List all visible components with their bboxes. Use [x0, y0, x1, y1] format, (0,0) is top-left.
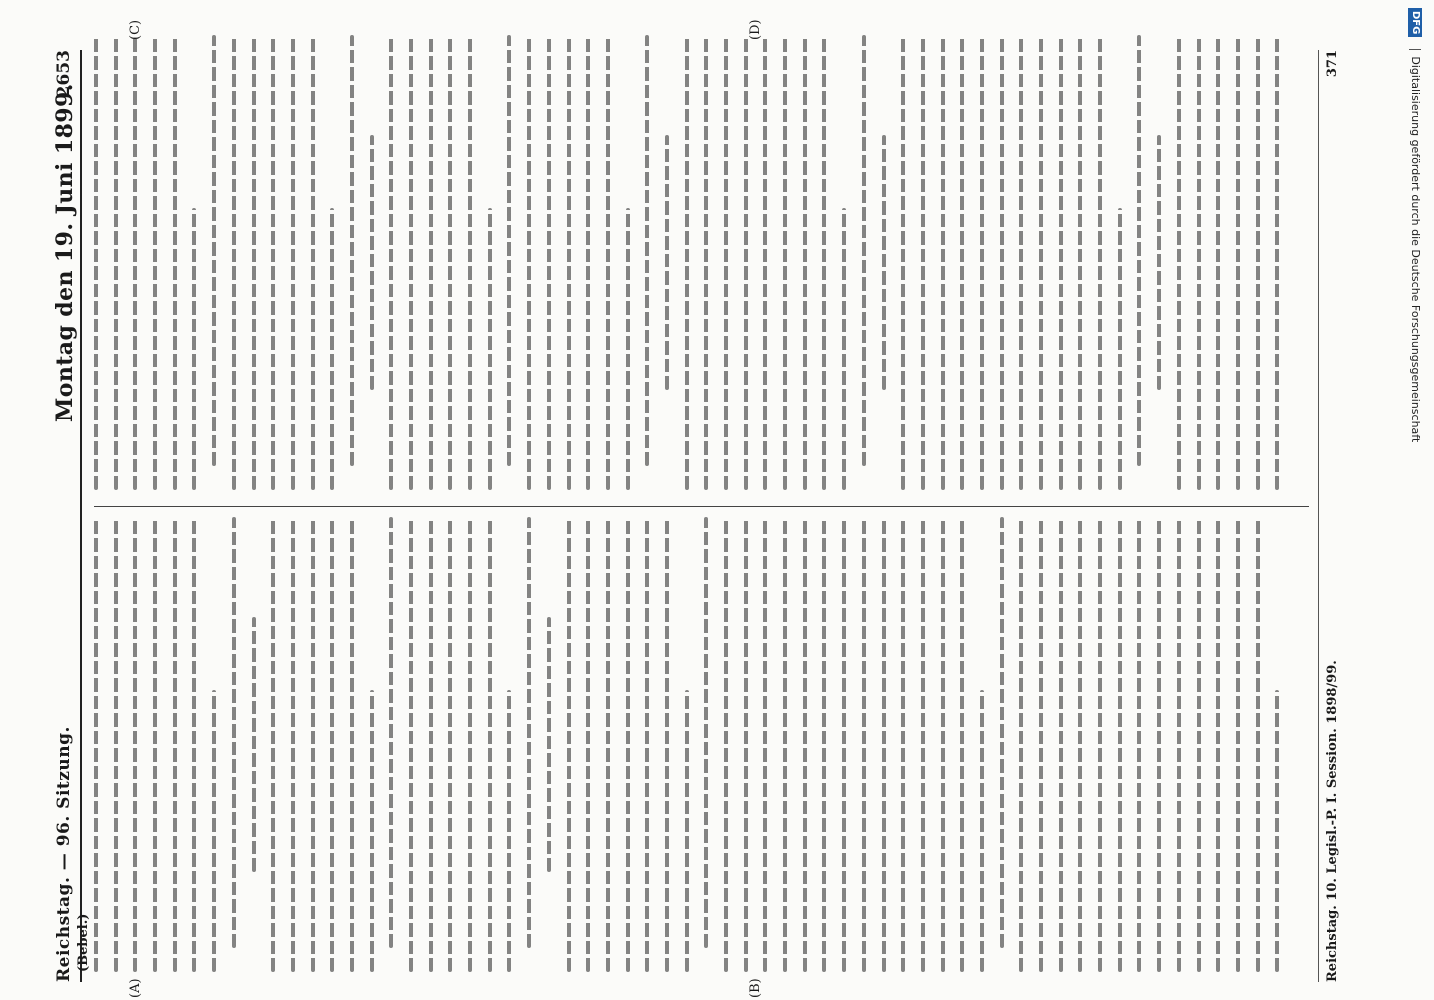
page-footer: [1318, 50, 1340, 982]
text-line: [468, 517, 472, 972]
text-line: [567, 35, 571, 490]
text-line: [783, 35, 787, 490]
text-line: [941, 35, 945, 490]
text-line: [704, 35, 708, 490]
stamp-divider: [1409, 49, 1421, 50]
text-line: [606, 35, 610, 490]
text-line: [1216, 517, 1220, 972]
text-line: [763, 517, 767, 972]
text-line: [252, 617, 256, 872]
text-line: [842, 517, 846, 972]
text-line: [626, 208, 630, 490]
text-line: [291, 517, 295, 972]
text-line: [488, 517, 492, 972]
digitization-credit: Digitalisierung gefördert durch die Deutsche Forschungsgemeinschaft: [1409, 56, 1422, 443]
text-line: [153, 35, 157, 490]
dfg-logo: DFG: [1408, 8, 1422, 37]
text-line: [685, 35, 689, 490]
page-number: 2653: [54, 50, 74, 98]
text-line: [468, 35, 472, 490]
text-line: [114, 517, 118, 972]
text-line: [1098, 35, 1102, 490]
text-line: [192, 517, 196, 972]
text-line: [389, 517, 393, 948]
text-line: [1000, 35, 1004, 490]
text-line: [94, 35, 98, 490]
text-line: [626, 517, 630, 972]
text-line: [822, 517, 826, 972]
text-line: [783, 517, 787, 972]
text-line: [212, 690, 216, 972]
text-line: [586, 35, 590, 490]
text-line: [1236, 517, 1240, 972]
footer-session-line: Reichstag. 10. Legisl.-P. I. Session. 1898/99.: [1325, 660, 1340, 982]
text-line: [133, 517, 137, 972]
text-line: [1137, 35, 1141, 466]
text-line: [1059, 517, 1063, 972]
text-line: [803, 35, 807, 490]
margin-marker-c: (C): [128, 19, 143, 40]
text-line: [429, 35, 433, 490]
text-line: [586, 517, 590, 972]
text-line: [941, 517, 945, 972]
text-line: [901, 35, 905, 490]
text-line: [94, 517, 98, 972]
text-line: [1216, 35, 1220, 490]
text-line: [882, 517, 886, 972]
text-line: [527, 517, 531, 948]
text-line: [645, 517, 649, 972]
text-line: [409, 35, 413, 490]
margin-marker-a: (A): [128, 978, 143, 998]
margin-marker-b: (B): [748, 978, 763, 998]
text-line: [1157, 517, 1161, 972]
text-line: [488, 208, 492, 490]
text-line: [921, 35, 925, 490]
text-line: [1019, 517, 1023, 972]
text-line: [862, 35, 866, 466]
text-line: [704, 517, 708, 948]
text-line: [1137, 517, 1141, 972]
text-line: [842, 208, 846, 490]
text-line: [389, 35, 393, 490]
text-line: [862, 517, 866, 972]
text-line: [429, 517, 433, 972]
text-line: [980, 690, 984, 972]
text-line: [173, 517, 177, 972]
text-line: [1256, 35, 1260, 490]
text-line: [507, 35, 511, 466]
margin-marker-d: (D): [748, 19, 763, 40]
text-line: [232, 517, 236, 948]
footer-sheet-number: 371: [1325, 50, 1340, 78]
text-line: [980, 35, 984, 490]
text-line: [1078, 517, 1082, 972]
text-line: [330, 517, 334, 972]
text-line: [370, 690, 374, 972]
rotated-page-content: [36, 0, 1366, 1000]
text-line: [1236, 35, 1240, 490]
text-line: [1039, 35, 1043, 490]
text-line: [448, 35, 452, 490]
text-line: [1275, 35, 1279, 490]
running-head-left: Reichstag. — 96. Sitzung.: [54, 726, 74, 982]
text-column-right: [94, 35, 1309, 490]
text-line: [271, 517, 275, 972]
text-line: [921, 517, 925, 972]
text-line: [645, 35, 649, 466]
text-line: [606, 517, 610, 972]
text-line: [547, 617, 551, 872]
text-line: [173, 35, 177, 490]
text-line: [567, 517, 571, 972]
text-line: [1118, 208, 1122, 490]
text-line: [1197, 35, 1201, 490]
text-line: [724, 517, 728, 972]
speaker-tag: (Bebel.): [76, 913, 91, 972]
text-line: [271, 35, 275, 490]
text-line: [665, 517, 669, 972]
text-column-left: [94, 517, 1309, 972]
text-line: [409, 517, 413, 972]
text-line: [960, 35, 964, 490]
text-line: [311, 517, 315, 972]
text-line: [1000, 517, 1004, 948]
text-line: [1019, 35, 1023, 490]
text-line: [192, 208, 196, 490]
text-line: [547, 35, 551, 490]
text-line: [1177, 35, 1181, 490]
text-line: [114, 35, 118, 490]
text-line: [527, 35, 531, 490]
text-line: [803, 517, 807, 972]
text-line: [1275, 690, 1279, 972]
text-line: [1118, 517, 1122, 972]
text-line: [1098, 517, 1102, 972]
digitization-stamp-text-row: [1404, 8, 1426, 768]
text-line: [724, 35, 728, 490]
text-line: [744, 35, 748, 490]
text-line: [370, 135, 374, 390]
running-header: [50, 50, 82, 982]
text-line: [291, 35, 295, 490]
text-line: [665, 135, 669, 390]
text-line: [882, 135, 886, 390]
text-line: [311, 35, 315, 490]
text-line: [212, 35, 216, 466]
text-line: [350, 517, 354, 972]
text-line: [330, 208, 334, 490]
running-head-center: Montag den 19. Juni 1899.: [52, 83, 78, 422]
text-line: [1177, 517, 1181, 972]
text-line: [744, 517, 748, 972]
text-line: [1157, 135, 1161, 390]
text-line: [133, 35, 137, 490]
text-line: [232, 35, 236, 490]
text-line: [960, 517, 964, 972]
text-line: [901, 517, 905, 972]
text-line: [448, 517, 452, 972]
text-line: [507, 690, 511, 972]
text-line: [1039, 517, 1043, 972]
text-line: [822, 35, 826, 490]
text-line: [153, 517, 157, 972]
text-line: [350, 35, 354, 466]
text-line: [1256, 517, 1260, 972]
text-line: [763, 35, 767, 490]
digitization-stamp: [1404, 8, 1426, 988]
text-line: [1197, 517, 1201, 972]
text-line: [252, 35, 256, 490]
text-line: [1059, 35, 1063, 490]
text-line: [685, 690, 689, 972]
column-divider: [94, 506, 1309, 507]
text-line: [1078, 35, 1082, 490]
